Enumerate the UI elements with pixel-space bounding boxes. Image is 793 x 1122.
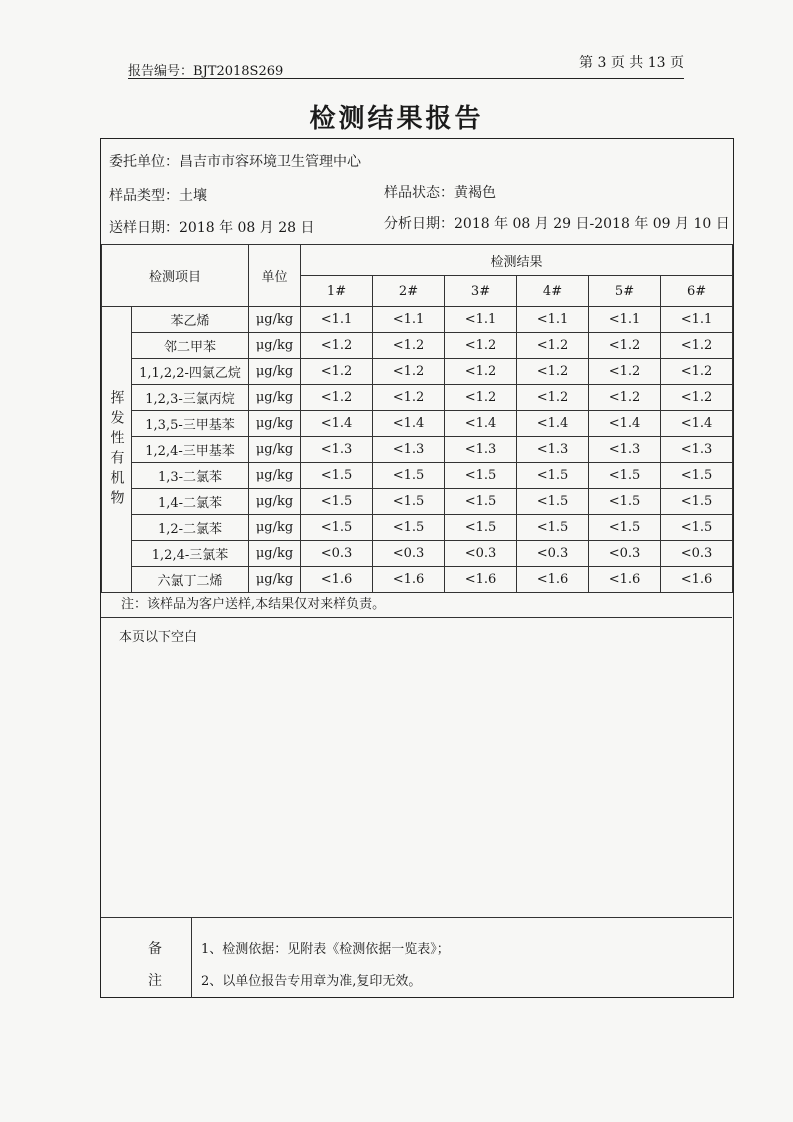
client-row: 委托单位：昌吉市市容环境卫生管理中心	[109, 154, 361, 170]
unit-cell: μg/kg	[249, 463, 301, 489]
result-cell: <1.2	[301, 385, 373, 411]
result-cell: <1.3	[373, 437, 445, 463]
result-cell: <1.4	[517, 411, 589, 437]
result-cell: <1.1	[301, 307, 373, 333]
sample-type-value: 土壤	[179, 188, 207, 204]
report-frame	[100, 138, 734, 998]
table-row	[102, 307, 733, 333]
table-row	[102, 333, 733, 359]
result-cell: <1.3	[445, 437, 517, 463]
col-header-sample: 1#	[301, 276, 373, 307]
result-cell: <1.5	[661, 515, 733, 541]
table-row	[102, 463, 733, 489]
result-cell: <1.1	[445, 307, 517, 333]
col-header-sample: 5#	[589, 276, 661, 307]
result-cell: <1.4	[445, 411, 517, 437]
result-cell: <1.3	[301, 437, 373, 463]
result-cell: <1.5	[661, 489, 733, 515]
analyte-name: 邻二甲苯	[132, 333, 249, 359]
result-cell: <1.2	[517, 385, 589, 411]
result-cell: <0.3	[445, 541, 517, 567]
result-cell: <1.2	[445, 333, 517, 359]
result-cell: <0.3	[301, 541, 373, 567]
result-cell: <1.2	[661, 385, 733, 411]
result-cell: <1.3	[661, 437, 733, 463]
result-cell: <1.5	[517, 489, 589, 515]
table-row	[102, 385, 733, 411]
result-cell: <1.5	[301, 515, 373, 541]
result-cell: <0.3	[589, 541, 661, 567]
unit-cell: μg/kg	[249, 307, 301, 333]
result-cell: <1.3	[589, 437, 661, 463]
sample-note: 注：该样品为客户送样,本结果仅对来样负责。	[101, 592, 732, 618]
result-cell: <1.5	[445, 463, 517, 489]
result-cell: <1.1	[373, 307, 445, 333]
result-cell: <1.5	[301, 489, 373, 515]
result-cell: <1.2	[373, 359, 445, 385]
result-cell: <1.2	[517, 333, 589, 359]
result-cell: <1.5	[301, 463, 373, 489]
result-cell: <1.2	[373, 333, 445, 359]
result-cell: <1.2	[445, 385, 517, 411]
result-cell: <1.5	[517, 515, 589, 541]
delivery-date-row: 送样日期：2018 年 08 月 28 日	[109, 220, 315, 236]
result-cell: <1.2	[445, 359, 517, 385]
unit-cell: μg/kg	[249, 515, 301, 541]
sample-type-row: 样品类型：土壤	[109, 188, 207, 204]
result-cell: <1.2	[373, 385, 445, 411]
result-cell: <1.6	[589, 567, 661, 593]
result-cell: <1.5	[517, 463, 589, 489]
remark-line-2: 2、以单位报告专用章为准,复印无效。	[201, 974, 422, 989]
analyte-name: 1,2,4-三甲基苯	[132, 437, 249, 463]
unit-cell: μg/kg	[249, 411, 301, 437]
result-cell: <1.5	[589, 463, 661, 489]
result-cell: <1.6	[661, 567, 733, 593]
unit-cell: μg/kg	[249, 359, 301, 385]
result-cell: <1.5	[445, 515, 517, 541]
blank-notice: 本页以下空白	[119, 630, 198, 645]
client-value: 昌吉市市容环境卫生管理中心	[179, 154, 361, 170]
col-header-sample: 4#	[517, 276, 589, 307]
analyte-name: 1,2-二氯苯	[132, 515, 249, 541]
category-cell: 挥发性有机物	[102, 307, 132, 593]
unit-cell: μg/kg	[249, 541, 301, 567]
result-cell: <1.2	[589, 333, 661, 359]
result-cell: <1.5	[589, 515, 661, 541]
table-row	[102, 541, 733, 567]
report-header	[128, 50, 684, 79]
col-header-results: 检测结果	[301, 245, 733, 276]
analyte-name: 苯乙烯	[132, 307, 249, 333]
analysis-date-value: 2018 年 08 月 29 日-2018 年 09 月 10 日	[454, 216, 730, 232]
remarks-label: 备 注	[101, 918, 192, 998]
sample-state-value: 黄褐色	[454, 185, 496, 201]
result-cell: <1.3	[517, 437, 589, 463]
result-cell: <1.4	[301, 411, 373, 437]
result-cell: <1.5	[589, 489, 661, 515]
result-cell: <1.4	[589, 411, 661, 437]
unit-cell: μg/kg	[249, 489, 301, 515]
result-cell: <1.2	[589, 359, 661, 385]
results-table	[101, 244, 733, 593]
delivery-date-value: 2018 年 08 月 28 日	[179, 220, 315, 236]
unit-cell: μg/kg	[249, 567, 301, 593]
result-cell: <1.2	[301, 333, 373, 359]
result-cell: <1.6	[517, 567, 589, 593]
result-cell: <1.2	[301, 359, 373, 385]
result-cell: <1.6	[445, 567, 517, 593]
page-indicator: 第 3 页 共 13 页	[579, 55, 684, 71]
result-cell: <0.3	[373, 541, 445, 567]
result-cell: <1.5	[373, 489, 445, 515]
result-cell: <1.5	[661, 463, 733, 489]
result-cell: <1.6	[373, 567, 445, 593]
table-row	[102, 567, 733, 593]
result-cell: <1.4	[373, 411, 445, 437]
result-cell: <0.3	[661, 541, 733, 567]
analyte-name: 1,2,3-三氯丙烷	[132, 385, 249, 411]
table-row	[102, 489, 733, 515]
report-number: 报告编号：BJT2018S269	[128, 64, 284, 79]
analyte-name: 1,3,5-三甲基苯	[132, 411, 249, 437]
col-header-item: 检测项目	[102, 245, 249, 307]
analyte-name: 1,3-二氯苯	[132, 463, 249, 489]
unit-cell: μg/kg	[249, 385, 301, 411]
result-cell: <1.2	[589, 385, 661, 411]
result-cell: <1.4	[661, 411, 733, 437]
remarks-section	[101, 917, 732, 998]
result-cell: <1.2	[517, 359, 589, 385]
result-cell: <1.1	[661, 307, 733, 333]
result-cell: <1.2	[661, 333, 733, 359]
col-header-sample: 2#	[373, 276, 445, 307]
table-row	[102, 359, 733, 385]
result-cell: <1.2	[661, 359, 733, 385]
page-title: 检测结果报告	[309, 104, 484, 134]
unit-cell: μg/kg	[249, 437, 301, 463]
col-header-sample: 6#	[661, 276, 733, 307]
sample-state-row: 样品状态：黄褐色	[384, 185, 496, 201]
result-cell: <1.6	[301, 567, 373, 593]
analyte-name: 1,4-二氯苯	[132, 489, 249, 515]
table-row	[102, 411, 733, 437]
result-cell: <0.3	[517, 541, 589, 567]
col-header-unit: 单位	[249, 245, 301, 307]
analysis-date-row: 分析日期：2018 年 08 月 29 日-2018 年 09 月 10 日	[384, 216, 730, 232]
table-row	[102, 515, 733, 541]
result-cell: <1.5	[445, 489, 517, 515]
analyte-name: 1,1,2,2-四氯乙烷	[132, 359, 249, 385]
result-cell: <1.1	[517, 307, 589, 333]
analyte-name: 六氯丁二烯	[132, 567, 249, 593]
result-cell: <1.5	[373, 463, 445, 489]
result-cell: <1.5	[373, 515, 445, 541]
table-row	[102, 437, 733, 463]
result-cell: <1.1	[589, 307, 661, 333]
col-header-sample: 3#	[445, 276, 517, 307]
remark-line-1: 1、检测依据：见附表《检测依据一览表》；	[201, 942, 450, 957]
unit-cell: μg/kg	[249, 333, 301, 359]
analyte-name: 1,2,4-三氯苯	[132, 541, 249, 567]
